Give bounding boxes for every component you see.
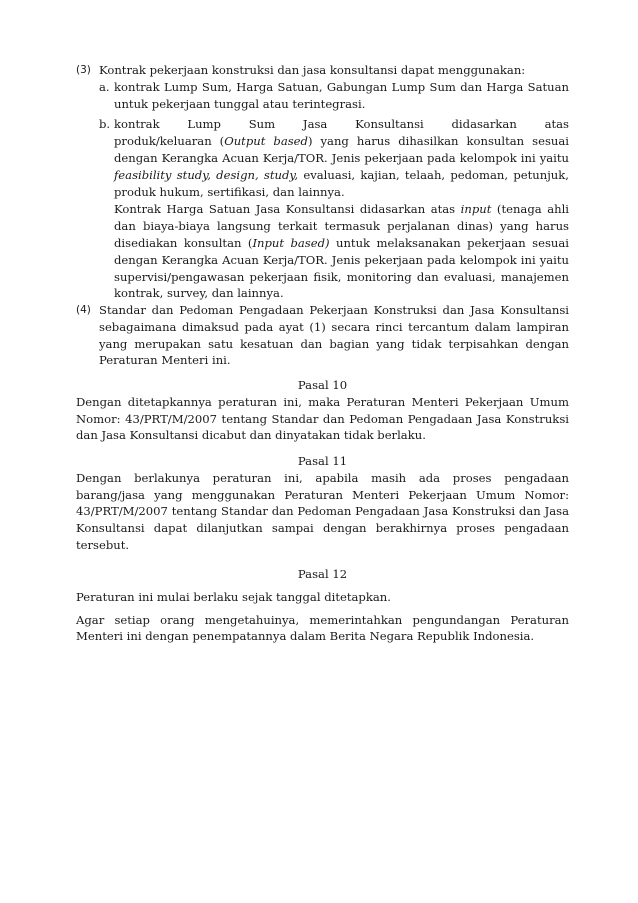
subitem-text: produk/keluaran (Output based) yang harus dihasilkan konsultan sesuai dengan Kerangka Acuan Kerja/TOR. Jenis pekerjaan pada kelompok ini yaitu feasibility study, design, study, evaluasi, kajian, telaah, pedoman, petunjuk, produk hukum, sertifikasi, dan lainnya.: [114, 134, 569, 199]
paragraph-intro: Kontrak pekerjaan konstruksi dan jasa konsultansi dapat menggunakan:: [99, 63, 526, 77]
article-text: Agar setiap orang mengetahuinya, memerintahkan pengundangan Peraturan Menteri ini dengan penempatannya dalam Berita Negara Republik Indonesia.: [76, 612, 569, 644]
subitem-b: [99, 116, 569, 302]
paragraph-3: [76, 62, 569, 302]
article-11: [76, 453, 569, 554]
subitem-marker: a.: [99, 79, 110, 94]
paragraph-text: Standar dan Pedoman Pengadaan Pekerjaan Konstruksi dan Jasa Konsultansi sebagaimana dimaksud pada ayat (1) secara rinci tercantum dalam lampiran yang merupakan satu kesatuan dan bagian yang tidak terpisahkan dengan Peraturan Menteri ini.: [99, 303, 569, 368]
article-12: [76, 566, 569, 645]
article-heading: Pasal 10: [297, 378, 348, 392]
article-text: Peraturan ini mulai berlaku sejak tanggal ditetapkan.: [76, 589, 391, 604]
article-heading: Pasal 11: [297, 454, 348, 468]
subitem-first-line: kontrak Lump Sum Jasa Konsultansi didasarkan atas: [114, 117, 569, 132]
article-text: Dengan ditetapkannya peraturan ini, maka Peraturan Menteri Pekerjaan Umum Nomor: 43/PRT/M/2007 tentang Standar dan Pedoman Pengadaan Jasa Konstruksi dan Jasa Konsultansi dicabut dan dinyatakan tidak berlaku.: [76, 394, 569, 443]
article-text: Dengan berlakunya peraturan ini, apabila masih ada proses pengadaan barang/jasa yang menggunakan Peraturan Menteri Pekerjaan Umum Nomor: 43/PRT/M/2007 tentang Standar dan Pedoman Pengadaan Jasa Konstruksi dan Jasa Konsultansi dapat dilanjutkan sampai dengan berakhirnya proses pengadaan tersebut.: [76, 470, 569, 552]
article-10: [76, 377, 569, 444]
subitem-text: kontrak Lump Sum, Harga Satuan, Gabungan Lump Sum dan Harga Satuan untuk pekerjaan tunggal atau terintegrasi.: [114, 79, 569, 111]
paragraph-number: (3): [76, 64, 91, 76]
subitem-text-continuation: Kontrak Harga Satuan Jasa Konsultansi didasarkan atas input (tenaga ahli dan biaya-biaya langsung terkait termasuk perjalanan dinas) yang harus disediakan konsultan (Input based) untuk melaksanakan pekerjaan sesuai dengan Kerangka Acuan Kerja/TOR. Jenis pekerjaan pada kelompok ini yaitu supervisi/pengawasan pekerjaan fisik, monitoring dan evaluasi, manajemen kontrak, survey, dan lainnya.: [114, 202, 570, 301]
subitem-marker: b.: [99, 117, 111, 132]
paragraph-4: [76, 302, 569, 369]
paragraph-number: (4): [76, 304, 91, 316]
subitem-a: [99, 79, 569, 113]
article-heading: Pasal 12: [297, 567, 348, 581]
